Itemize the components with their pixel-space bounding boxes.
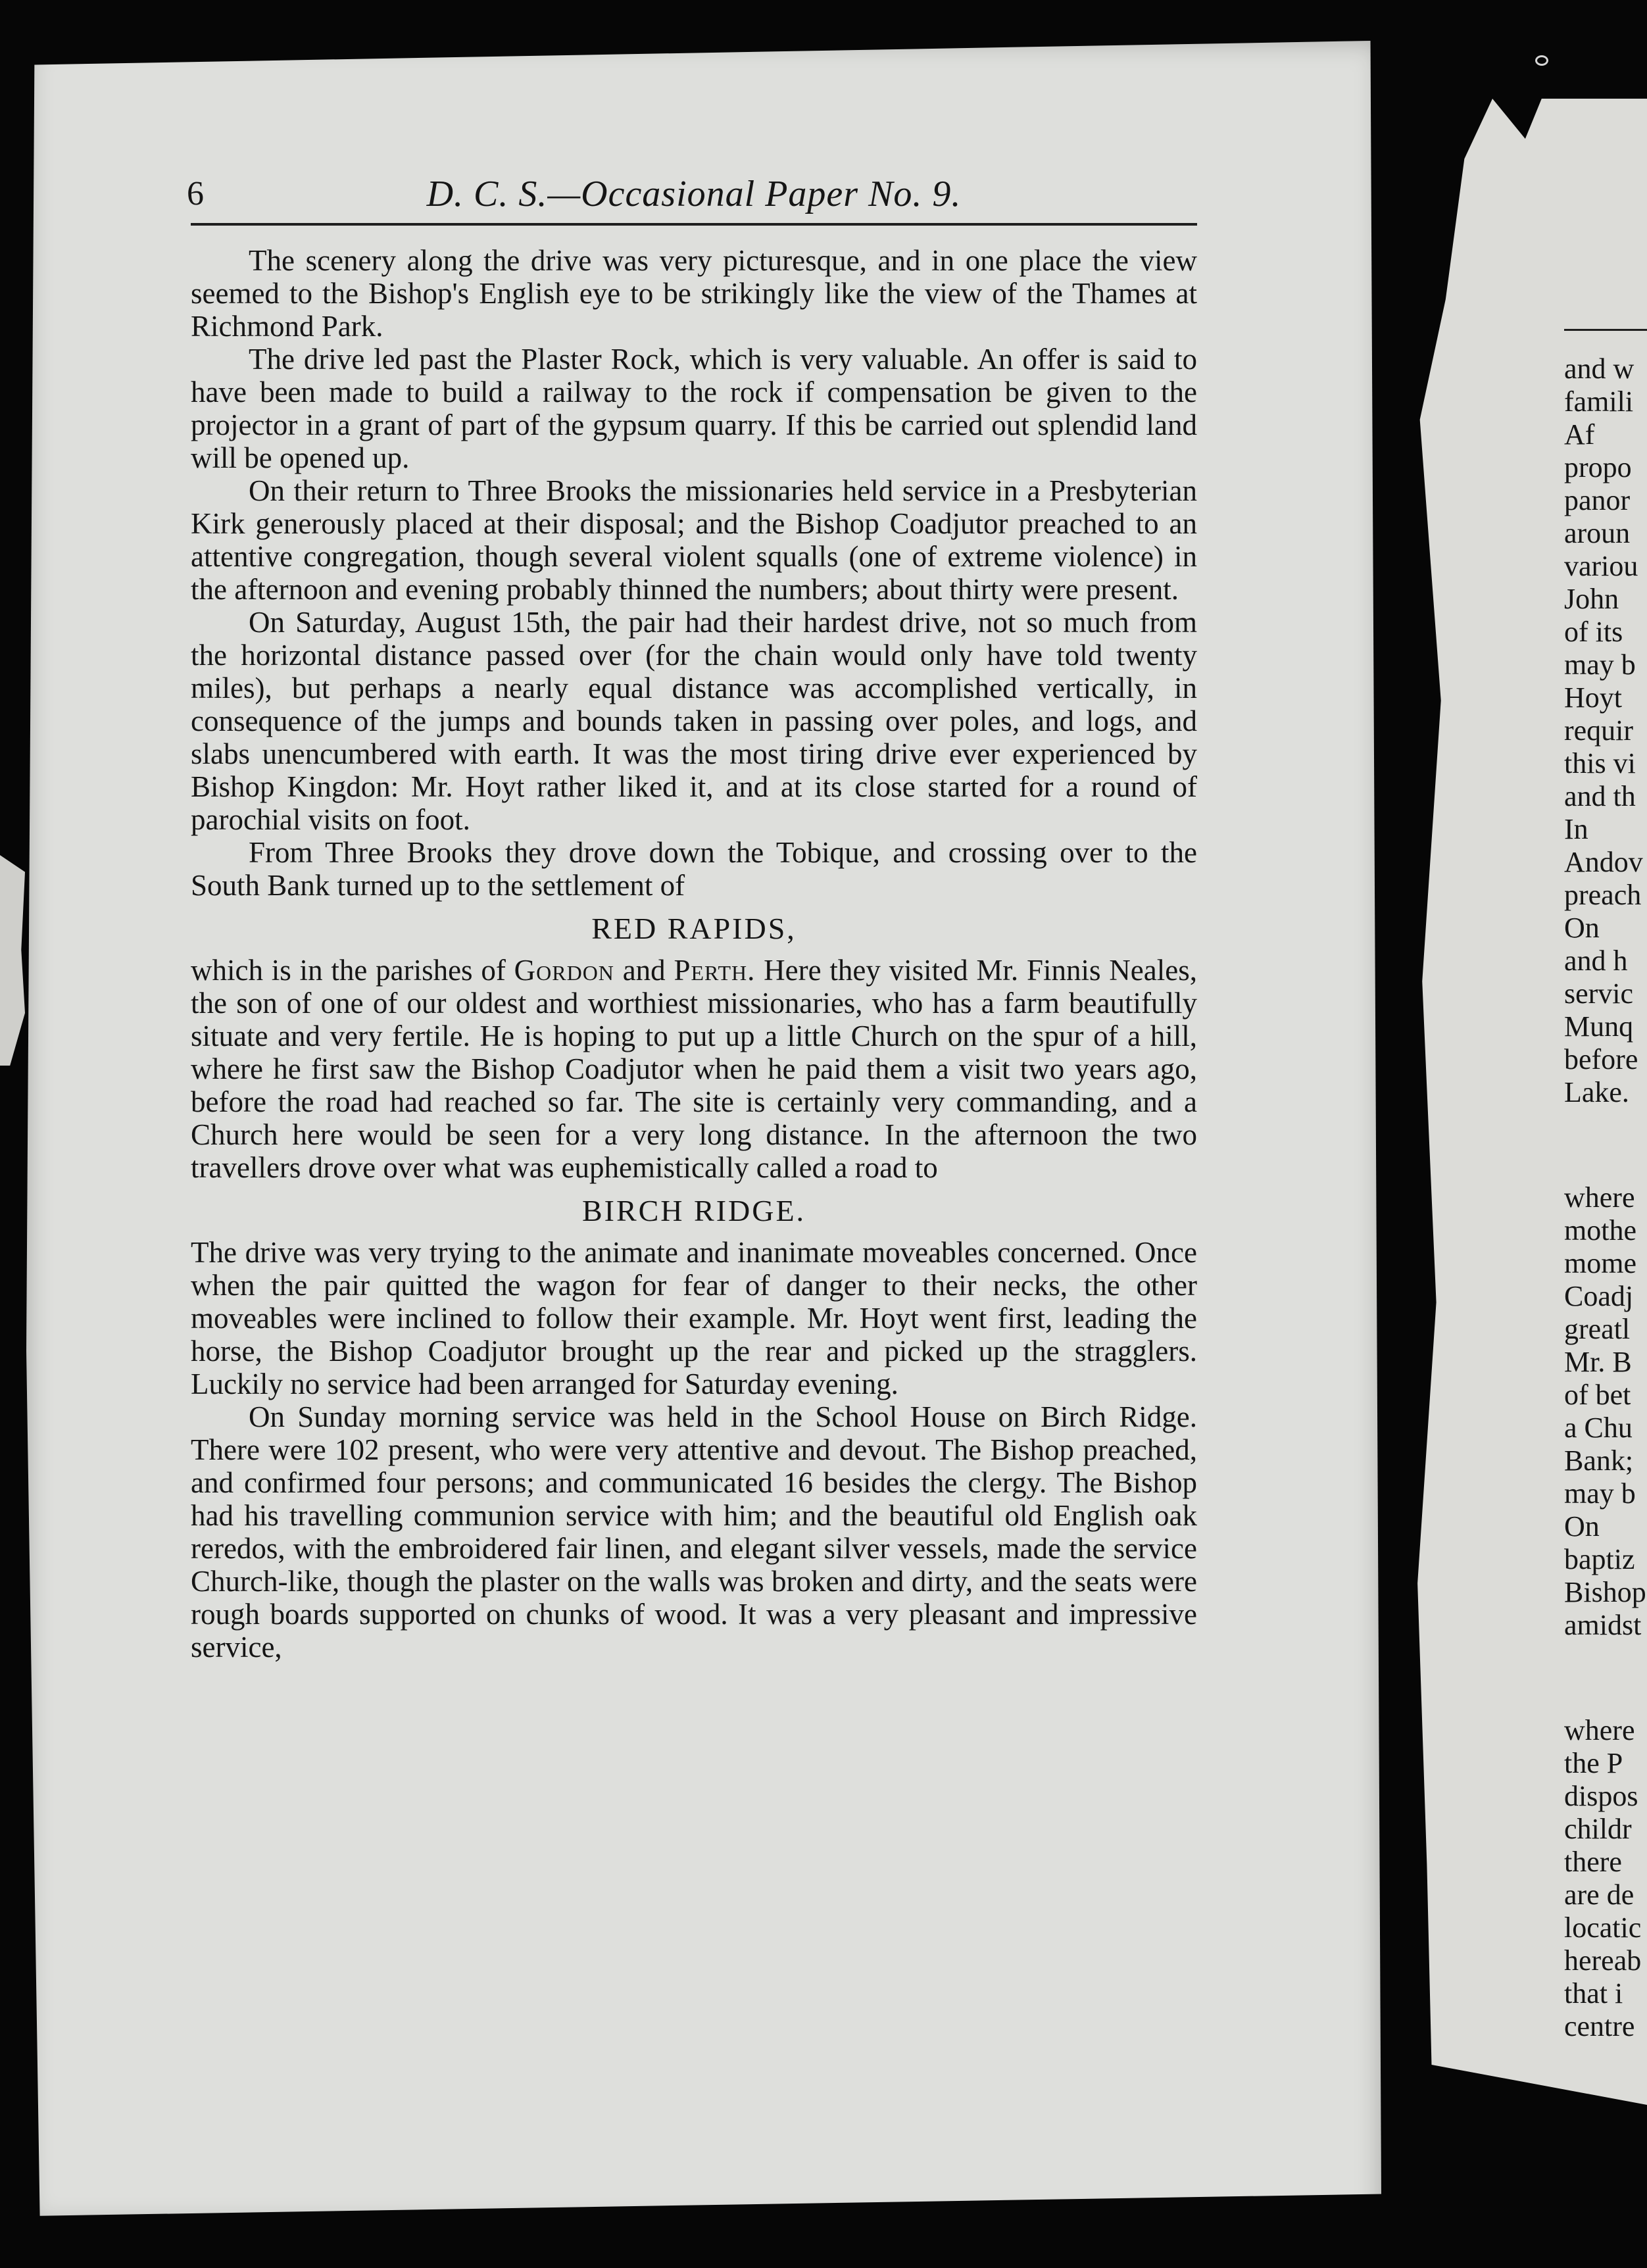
adjacent-line-fragment: of bet	[1564, 1379, 1631, 1411]
adjacent-line-fragment: aroun	[1564, 517, 1631, 549]
corner-mark	[1535, 55, 1548, 66]
fragment-gap	[1564, 1642, 1647, 1714]
adjacent-line-fragment: where	[1564, 1181, 1635, 1214]
adjacent-line-fragment: On	[1564, 912, 1600, 944]
adjacent-line-fragment: there	[1564, 1846, 1622, 1878]
adjacent-line-fragment: and w	[1564, 353, 1635, 385]
adjacent-line-fragment: servic	[1564, 977, 1634, 1010]
adjacent-line-fragment: Lake.	[1564, 1076, 1629, 1108]
adjacent-page-text	[1564, 353, 1647, 2043]
adjacent-line-fragment: famili	[1564, 385, 1634, 418]
section-heading-red-rapids: RED RAPIDS,	[591, 912, 797, 945]
adjacent-line-fragment: Mr. B	[1564, 1346, 1632, 1378]
adjacent-line-fragment: the P	[1564, 1747, 1623, 1779]
paragraph: On Sunday morning service was held in the School House on Birch Ridge. There were 102 present, who were very attentive and devout. The Bishop preached, and confirmed four persons; and communicated 16 besides the clergy. The Bishop had his travelling communion service with him; and the beautiful old English oak reredos, with the embroidered fair linen, and elegant silver vessels, made the service Church-like, though the plaster on the walls was broken and dirty, and the seats were rough boards supported on chunks of wood. It was a very pleasant and impressive service,	[191, 1400, 1197, 1664]
text-run: Here they visited Mr. Finnis Neales, the son of one of our oldest and worthiest missionaries, who has a farm beautifully situate and very fertile. He is hoping to put up a little Church on the spur of a hill, where he first saw the Bishop Coadjutor when he paid them a visit two years ago, before the road had reached so far. The site is certainly very commanding, and a Church here would be seen for a very long distance. In the afternoon the two travellers drove over what was euphemistically called a road to	[191, 954, 1197, 1184]
adjacent-line-fragment: centre	[1564, 2010, 1635, 2042]
page-number: 6	[187, 175, 204, 212]
paragraph: From Three Brooks they drove down the Tobique, and crossing over to the South Bank turned up to the settlement of	[191, 836, 1197, 902]
place-name-perth: Perth.	[674, 954, 756, 987]
adjacent-line-fragment: requir	[1564, 714, 1634, 747]
text-run: which is in the parishes of	[191, 954, 514, 987]
adjacent-line-fragment: Bishop	[1564, 1576, 1646, 1608]
running-title: D. C. S.—Occasional Paper No. 9.	[426, 174, 962, 214]
adjacent-line-fragment: may b	[1564, 1477, 1636, 1510]
adjacent-line-fragment: are de	[1564, 1879, 1635, 1911]
adjacent-line-fragment: amidst	[1564, 1609, 1642, 1641]
adjacent-line-fragment: Bank;	[1564, 1444, 1634, 1477]
adjacent-line-fragment: variou	[1564, 550, 1638, 582]
page-content	[187, 168, 1197, 1664]
adjacent-line-fragment: Af	[1564, 418, 1595, 451]
adjacent-line-fragment: this vi	[1564, 747, 1636, 779]
adjacent-line-fragment: childr	[1564, 1813, 1632, 1845]
adjacent-line-fragment: Coadj	[1564, 1280, 1634, 1312]
adjacent-page-rule	[1564, 329, 1647, 331]
adjacent-line-fragment: and h	[1564, 945, 1628, 977]
adjacent-line-fragment: preach	[1564, 879, 1642, 911]
text-run: and	[614, 954, 674, 987]
adjacent-line-fragment: and th	[1564, 780, 1636, 812]
paragraph: On Saturday, August 15th, the pair had their hardest drive, not so much from the horizontal distance passed over (for the chain would only have told twenty miles), but perhaps a nearly equal distance was accomplished vertically, in consequence of the jumps and bounds taken in passing over poles, and logs, and slabs unencumbered with earth. It was the most tiring drive ever experienced by Bishop Kingdon: Mr. Hoyt rather liked it, and at its close started for a round of parochial visits on foot.	[191, 606, 1197, 836]
adjacent-line-fragment: dispos	[1564, 1780, 1638, 1812]
adjacent-line-fragment: greatl	[1564, 1313, 1631, 1345]
adjacent-line-fragment: a Chu	[1564, 1412, 1633, 1444]
adjacent-line-fragment: locatic	[1564, 1911, 1642, 1944]
adjacent-line-fragment: baptiz	[1564, 1543, 1635, 1575]
left-page-scrap	[0, 855, 25, 1066]
adjacent-line-fragment: propo	[1564, 451, 1632, 483]
adjacent-line-fragment: panor	[1564, 484, 1631, 516]
adjacent-line-fragment: where	[1564, 1714, 1635, 1746]
place-name-gordon: Gordon	[514, 954, 614, 987]
adjacent-line-fragment: On	[1564, 1510, 1600, 1542]
adjacent-line-fragment: In	[1564, 813, 1588, 845]
adjacent-line-fragment: before	[1564, 1043, 1638, 1075]
adjacent-line-fragment: hereab	[1564, 1944, 1642, 1977]
adjacent-line-fragment: Hoyt	[1564, 681, 1622, 714]
adjacent-line-fragment: mothe	[1564, 1214, 1636, 1246]
adjacent-line-fragment: John	[1564, 583, 1619, 615]
adjacent-line-fragment: Munq	[1564, 1010, 1634, 1043]
adjacent-line-fragment: mome	[1564, 1247, 1636, 1279]
adjacent-line-fragment: may b	[1564, 649, 1636, 681]
adjacent-line-fragment: that i	[1564, 1977, 1623, 2009]
paragraph: The drive was very trying to the animate and inanimate moveables concerned. Once when the pair quitted the wagon for fear of danger to their necks, the other moveables were inclined to follow their example. Mr. Hoyt went first, leading the horse, the Bishop Coadjutor brought up the rear and picked up the stragglers. Luckily no service had been arranged for Saturday evening.	[191, 1236, 1197, 1400]
paragraph: The scenery along the drive was very picturesque, and in one place the view seemed to the Bishop's English eye to be strikingly like the view of the Thames at Richmond Park.	[191, 244, 1197, 343]
paragraph: The drive led past the Plaster Rock, which is very valuable. An offer is said to have been made to build a railway to the rock if compensation be given to the projector in a grant of part of the gypsum quarry. If this be carried out splendid land will be opened up.	[191, 343, 1197, 474]
section-heading-birch-ridge: BIRCH RIDGE.	[581, 1194, 806, 1227]
paragraph-red-rapids	[191, 954, 1197, 1184]
adjacent-line-fragment: of its	[1564, 616, 1623, 648]
adjacent-line-fragment: Andov	[1564, 846, 1643, 878]
fragment-gap	[1564, 1109, 1647, 1181]
running-head	[187, 168, 1197, 226]
paragraph: On their return to Three Brooks the missionaries held service in a Presbyterian Kirk generously placed at their disposal; and the Bishop Coadjutor preached to an attentive congregation, though several violent squalls (one of extreme violence) in the afternoon and evening probably thinned the numbers; about thirty were present.	[191, 474, 1197, 606]
